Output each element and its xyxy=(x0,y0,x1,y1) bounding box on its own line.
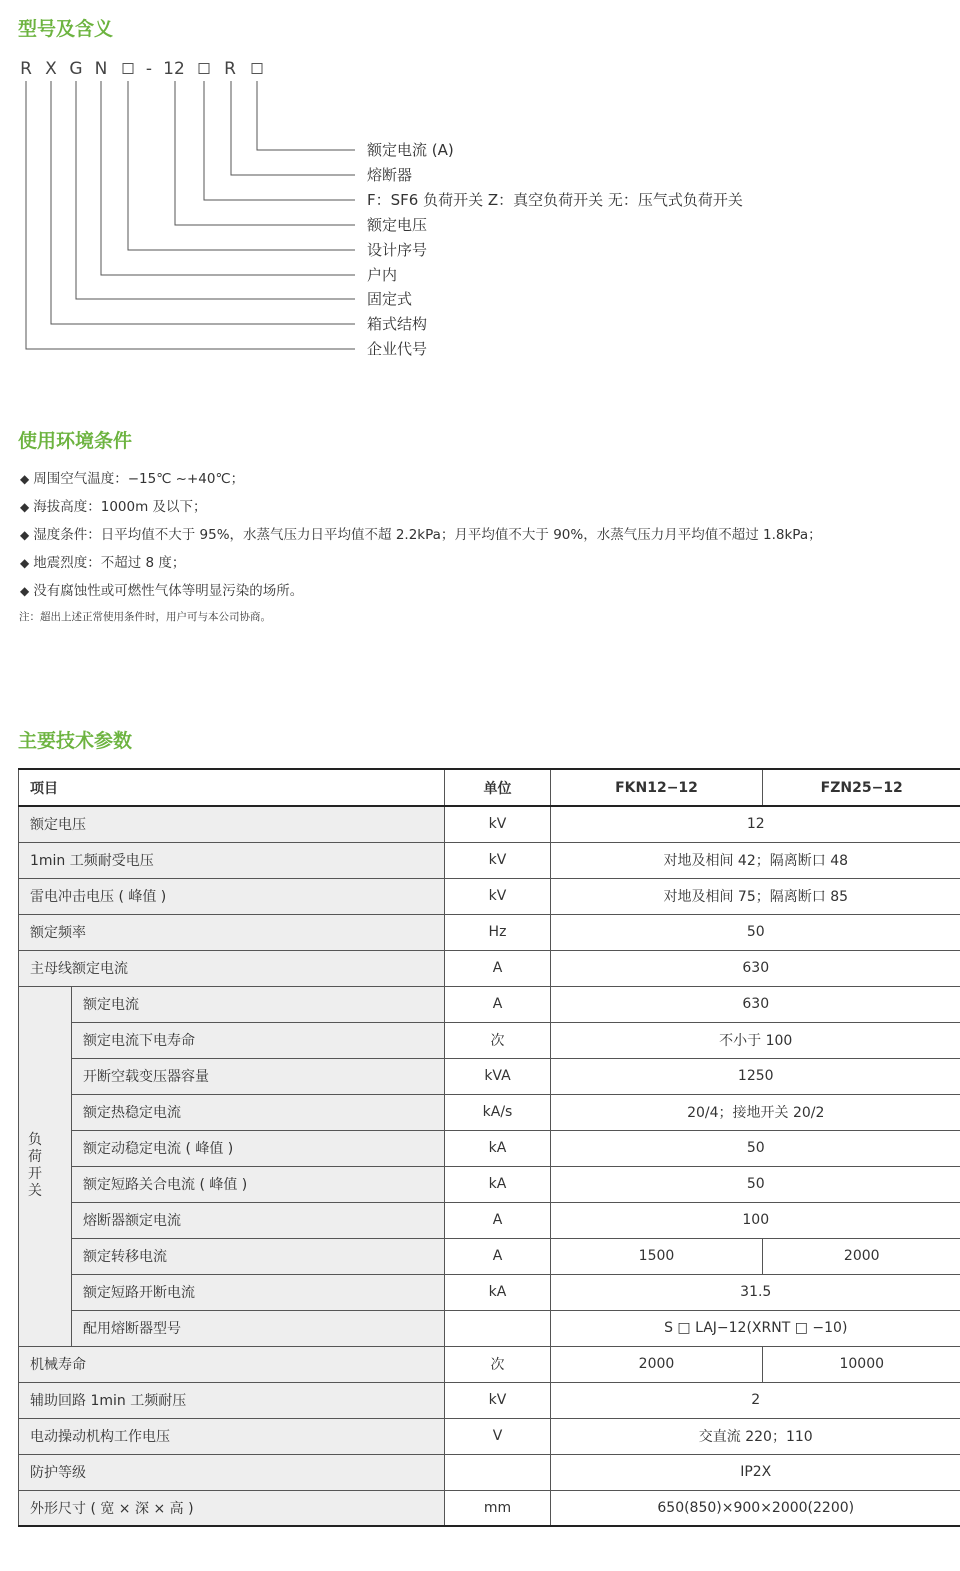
cell-item: 额定电流下电寿命 xyxy=(72,1022,445,1058)
code-char-n: N xyxy=(94,59,108,79)
cell-unit: kV xyxy=(445,1382,551,1418)
tree-line xyxy=(175,81,355,225)
model-tree-lines xyxy=(0,0,960,380)
cell-value: 1500 xyxy=(551,1238,763,1274)
cell-unit: V xyxy=(445,1418,551,1454)
tree-line xyxy=(76,81,355,299)
cell-unit: A xyxy=(445,1238,551,1274)
cell-value: 50 xyxy=(551,914,960,950)
table-row xyxy=(19,1022,960,1058)
cell-value: 31.5 xyxy=(551,1274,960,1310)
table-row xyxy=(19,1274,960,1310)
tree-line xyxy=(231,81,355,175)
cell-item: 防护等级 xyxy=(19,1454,445,1490)
cell-item: 主母线额定电流 xyxy=(19,950,445,986)
header-unit: 单位 xyxy=(445,769,551,806)
cell-value: 630 xyxy=(551,986,960,1022)
cell-unit: kV xyxy=(445,878,551,914)
cell-unit: A xyxy=(445,950,551,986)
code-char-x: X xyxy=(45,59,57,79)
cell-item: 额定电流 xyxy=(72,986,445,1022)
header-item: 项目 xyxy=(19,769,445,806)
cell-unit xyxy=(445,1454,551,1490)
cell-value: IP2X xyxy=(551,1454,960,1490)
diamond-bullet-icon: ◆ xyxy=(20,584,30,598)
cell-item: 辅助回路 1min 工频耐压 xyxy=(19,1382,445,1418)
cell-item: 额定短路关合电流 ( 峰值 ) xyxy=(72,1166,445,1202)
cell-value: 50 xyxy=(551,1166,960,1202)
cell-item: 机械寿命 xyxy=(19,1346,445,1382)
cell-item: 额定短路开断电流 xyxy=(72,1274,445,1310)
tree-line xyxy=(101,81,355,275)
cell-item: 电动操动机构工作电压 xyxy=(19,1418,445,1454)
condition-item: ◆ 海拔高度：1000m 及以下； xyxy=(20,499,207,515)
table-row xyxy=(19,1238,960,1274)
cell-item: 额定电压 xyxy=(19,806,445,842)
table-header-row xyxy=(19,769,960,806)
table-row xyxy=(19,1202,960,1238)
code-char-r2: R xyxy=(224,59,236,79)
conditions-note: 注：超出上述正常使用条件时，用户可与本公司协商。 xyxy=(19,611,271,623)
meaning-company-code: 企业代号 xyxy=(367,340,428,358)
table-row xyxy=(19,950,960,986)
cell-item: 配用熔断器型号 xyxy=(72,1310,445,1346)
cell-value: 630 xyxy=(551,950,960,986)
cell-unit: Hz xyxy=(445,914,551,950)
tree-line xyxy=(257,81,355,150)
tree-line xyxy=(204,81,355,200)
cell-value: 2 xyxy=(551,1382,960,1418)
cell-value: 100 xyxy=(551,1202,960,1238)
table-row xyxy=(19,1058,960,1094)
cell-item: 额定动稳定电流 ( 峰值 ) xyxy=(72,1130,445,1166)
cell-item: 额定频率 xyxy=(19,914,445,950)
cell-unit: kA/s xyxy=(445,1094,551,1130)
code-dash: - xyxy=(145,59,153,79)
cell-value: 10000 xyxy=(763,1346,960,1382)
cell-item: 雷电冲击电压 ( 峰值 ) xyxy=(19,878,445,914)
meaning-rated-current: 额定电流 (A) xyxy=(367,141,454,159)
tree-line xyxy=(26,81,355,349)
condition-item: ◆ 地震烈度：不超过 8 度； xyxy=(20,555,186,571)
table-row xyxy=(19,806,960,842)
cell-unit: kA xyxy=(445,1274,551,1310)
table-row xyxy=(19,1094,960,1130)
condition-item: ◆ 周围空气温度：−15℃ ~+40℃； xyxy=(20,471,245,487)
table-row xyxy=(19,986,960,1022)
meaning-rated-voltage: 额定电压 xyxy=(367,216,428,234)
table-row xyxy=(19,914,960,950)
table-row xyxy=(19,1130,960,1166)
code-char-r: R xyxy=(20,59,32,79)
meaning-fuse: 熔断器 xyxy=(367,166,413,184)
cell-value: 交直流 220；110 xyxy=(551,1418,960,1454)
code-char-12: 12 xyxy=(163,59,185,79)
table-row xyxy=(19,1454,960,1490)
code-char-g: G xyxy=(69,59,83,79)
header-fkn: FKN12−12 xyxy=(551,769,763,806)
table-row xyxy=(19,1166,960,1202)
table-row xyxy=(19,842,960,878)
table-row xyxy=(19,1418,960,1454)
meaning-switch-type: F：SF6 负荷开关 Z：真空负荷开关 无：压气式负荷开关 xyxy=(367,191,743,209)
cell-value: 12 xyxy=(551,806,960,842)
header-fzn: FZN25−12 xyxy=(763,769,960,806)
cell-value: 对地及相间 75；隔离断口 85 xyxy=(551,878,960,914)
cell-unit: A xyxy=(445,1202,551,1238)
meaning-indoor: 户内 xyxy=(367,266,398,284)
cell-value: 对地及相间 42；隔离断口 48 xyxy=(551,842,960,878)
table-row xyxy=(19,878,960,914)
spec-table xyxy=(18,768,960,1527)
cell-item: 额定热稳定电流 xyxy=(72,1094,445,1130)
cell-value: 2000 xyxy=(551,1346,763,1382)
cell-unit: A xyxy=(445,986,551,1022)
cell-value: 650(850)×900×2000(2200) xyxy=(551,1490,960,1526)
meaning-box-structure: 箱式结构 xyxy=(367,315,428,333)
condition-item: ◆ 没有腐蚀性或可燃性气体等明显污染的场所。 xyxy=(20,583,304,599)
cell-unit: kV xyxy=(445,842,551,878)
cell-unit: 次 xyxy=(445,1022,551,1058)
cell-unit xyxy=(445,1310,551,1346)
cell-item: 开断空载变压器容量 xyxy=(72,1058,445,1094)
group-label-load-switch: 负荷开关 xyxy=(19,986,72,1346)
section-title-model: 型号及含义 xyxy=(18,18,114,40)
table-row xyxy=(19,1310,960,1346)
condition-item: ◆ 湿度条件：日平均值不大于 95%，水蒸气压力日平均值不超 2.2kPa；月平均值不大于 90%，水蒸气压力月平均值不超过 1.8kPa； xyxy=(20,527,822,543)
tree-line xyxy=(51,81,355,324)
section-title-params: 主要技术参数 xyxy=(18,730,133,752)
cell-value: 50 xyxy=(551,1130,960,1166)
cell-item: 1min 工频耐受电压 xyxy=(19,842,445,878)
diamond-bullet-icon: ◆ xyxy=(20,528,30,542)
table-row xyxy=(19,1490,960,1526)
cell-unit: kA xyxy=(445,1130,551,1166)
section-title-conditions: 使用环境条件 xyxy=(18,430,133,452)
diamond-bullet-icon: ◆ xyxy=(20,556,30,570)
cell-value: 不小于 100 xyxy=(551,1022,960,1058)
cell-value: 1250 xyxy=(551,1058,960,1094)
cell-unit: kV xyxy=(445,806,551,842)
cell-unit: kVA xyxy=(445,1058,551,1094)
table-row xyxy=(19,1382,960,1418)
cell-value: 2000 xyxy=(763,1238,960,1274)
table-row xyxy=(19,1346,960,1382)
cell-value: S □ LAJ−12(XRNT □ −10) xyxy=(551,1310,960,1346)
cell-unit: kA xyxy=(445,1166,551,1202)
cell-item: 熔断器额定电流 xyxy=(72,1202,445,1238)
cell-item: 外形尺寸 ( 宽 × 深 × 高 ) xyxy=(19,1490,445,1526)
cell-unit: mm xyxy=(445,1490,551,1526)
cell-unit: 次 xyxy=(445,1346,551,1382)
meaning-fixed: 固定式 xyxy=(367,290,413,308)
diamond-bullet-icon: ◆ xyxy=(20,500,30,514)
cell-item: 额定转移电流 xyxy=(72,1238,445,1274)
cell-value: 20/4；接地开关 20/2 xyxy=(551,1094,960,1130)
meaning-design-no: 设计序号 xyxy=(367,241,428,259)
diamond-bullet-icon: ◆ xyxy=(20,472,30,486)
